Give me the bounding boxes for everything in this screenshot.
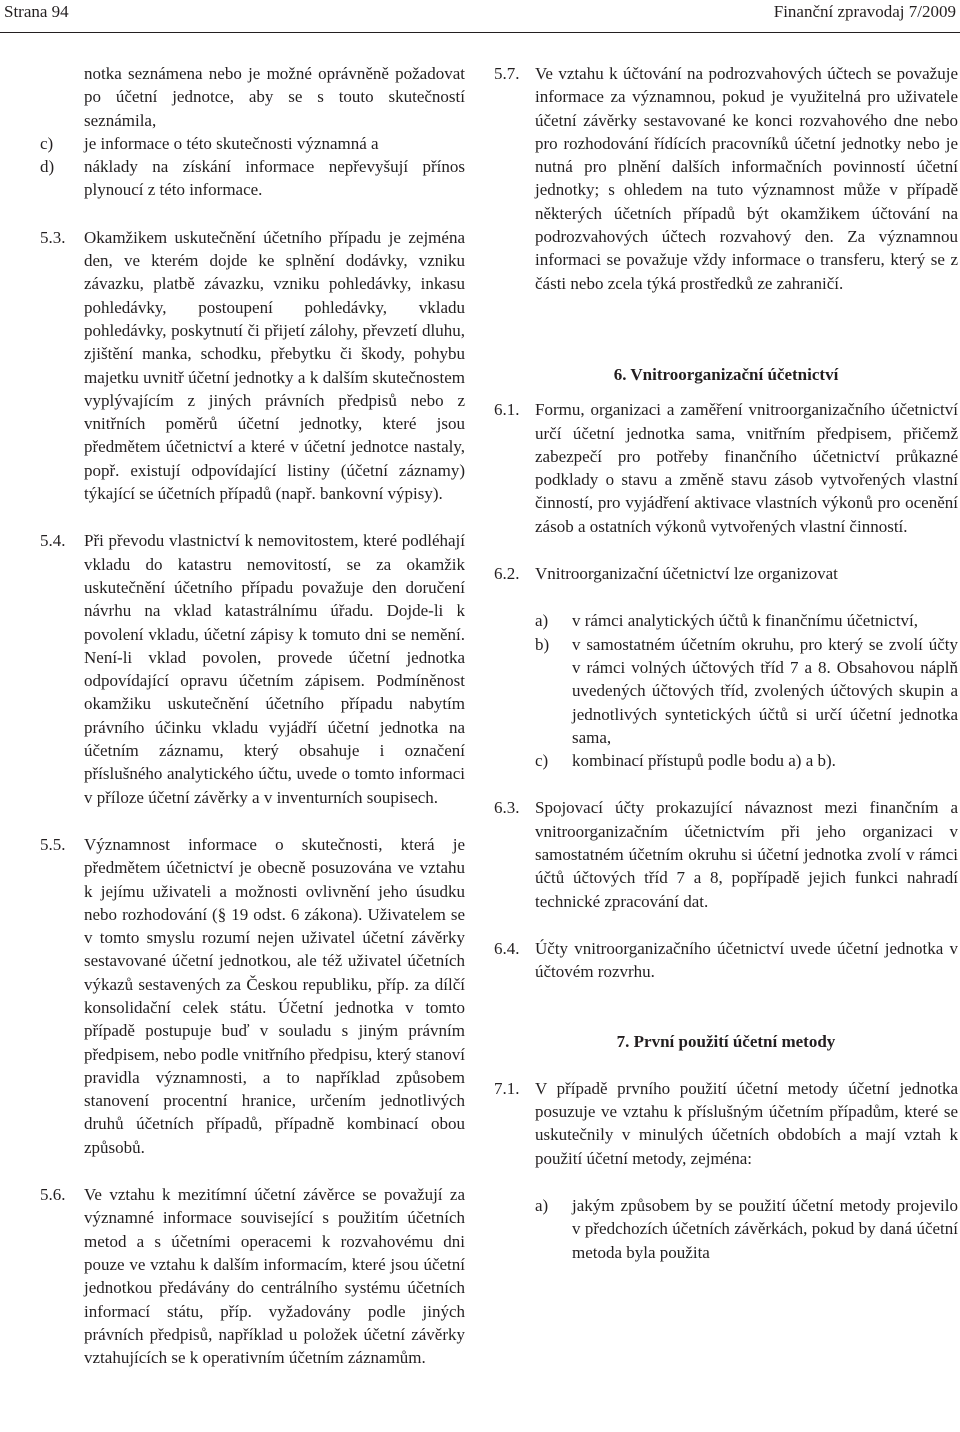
left-column	[40, 62, 465, 1369]
list-item	[535, 609, 958, 632]
list-item	[40, 132, 465, 155]
paragraph-text: Formu, organizaci a zaměření vnitroorganizačního účetnictví určí účetní jednotka sama, vnitřním předpisem, přičemž zabezpečí pro potřeby finančního účetnictví průkazné podklady o stavu a změně stavu zásob vytvořených vlastní činností, pro vyjádření aktivace vlastních výkonů pro ocenění zásob a ostatních výkonů vytvořených vlastní činností.	[535, 400, 958, 536]
paragraph-6-4	[494, 937, 958, 984]
journal-title: Finanční zpravodaj 7/2009	[773, 2, 956, 21]
paragraph-number: 5.6.	[40, 1185, 66, 1205]
paragraph-number: 5.3.	[40, 227, 66, 247]
paragraph-number: 5.7.	[494, 64, 520, 83]
list-item	[535, 749, 958, 772]
paragraph-text: Ve vztahu k mezitímní účetní závěrce se považují za významné informace související s použitím účetních metod a s účetními operacemi k rozvahovému dni pouze ve vztahu k dalším informacím, které jsou účetní jednotkou předávány do centrálního systému účetních informací státu, příp. vyžadovány podle jiných právních předpisů, například u položek účetní závěrky vztahujících se k operativním účetním záznamům.	[84, 1185, 465, 1368]
paragraph-6-2	[494, 562, 958, 772]
list-text: jakým způsobem by se použití účetní metody projevilo v předchozích účetních závěrkách, pokud by daná účetní metoda byla použita	[572, 1195, 958, 1262]
list-label: a)	[535, 1195, 549, 1215]
list-item	[40, 155, 465, 202]
paragraph-6-2-list	[535, 609, 958, 772]
paragraph-5-6	[40, 1183, 465, 1369]
list-label: a)	[535, 611, 549, 631]
intro-list	[40, 132, 465, 202]
right-column	[494, 62, 958, 1264]
paragraph-text: Okamžikem uskutečnění účetního případu je zejména den, ve kterém dojde ke splnění dodávky, vzniku závazku, platbě závazku, vzniku pohledávky, inkasu pohledávky, postoupení pohledávky, vkladu pohledávky, poskytnutí či přijetí zálohy, převzetí dluhu, zjištění manka, schodku, přebytku či škody, pohybu majetku uvnitř účetní jednotky a k dalším skutečnostem vyplývajícím z jiných právních předpisů nebo z vnitřních poměrů účetní jednotky, které jsou předmětem účetnictví a které v účetní jednotce nastaly, popř. existují odpovídající listiny (účetní záznamy) týkající se účetních případů (např. bankovní výpisy).	[84, 227, 465, 504]
paragraph-text: Spojovací účty prokazující návaznost mezi finančním a vnitroorganizačním účetnictvím při jeho organizaci v samostatném účetním okruhu si účetní jednotka zvolí v rámci účtů účtových tříd 7 a 8, popřípadě jejich funkci nahradí technické zpracování dat.	[535, 798, 958, 911]
paragraph-number: 6.2.	[494, 564, 520, 584]
list-label: c)	[535, 751, 549, 771]
list-text: v rámci analytických účtů k finančnímu účetnictví,	[572, 611, 919, 631]
paragraph-number: 6.1.	[494, 400, 520, 420]
list-text: je informace o této skutečnosti významná a	[84, 133, 379, 153]
intro-text: notka seznámena nebo je možné oprávněně požadovat po účetní jednotce, aby se s touto skutečností seznámila,	[84, 64, 465, 130]
paragraph-number: 7.1.	[494, 1078, 520, 1098]
paragraph-text: Vnitroorganizační účetnictví lze organizovat	[535, 564, 838, 584]
paragraph-text: Významnost informace o skutečnosti, která je předmětem účetnictví je obecně posuzována ve vztahu k jejímu uživateli a možnosti ovlivnění jeho úsudku nebo rozhodování (§ 19 odst. 6 zákona). Uživatelem se v tomto smyslu rozumí nejen uživatel účetní závěrky sestavované účetní jednotkou, ale též uživatel účetních výkazů sestavených za Českou republiku, příp. za dílčí konsolidační celek státu. Účetní jednotka v tomto případě postupuje buď v souladu s jiným právním předpisem, nebo podle vnitřního předpisu, který stanoví pravidla významnosti, a to například způsobem stanovení procentní hranice, určením jednotlivých druhů účetních případů, případně kombinací obou způsobů.	[84, 834, 465, 1157]
paragraph-5-4	[40, 529, 465, 809]
paragraph-text: Účty vnitroorganizačního účetnictví uvede účetní jednotka v účtovém rozvrhu.	[535, 938, 958, 982]
list-label: b)	[535, 634, 550, 654]
intro-continuation	[40, 62, 465, 202]
header-rule	[0, 32, 960, 33]
page-header	[0, 0, 960, 40]
section-heading-7: 7. První použití účetní metody	[616, 1031, 836, 1051]
paragraph-number: 5.4.	[40, 531, 66, 551]
paragraph-5-5	[40, 833, 465, 1159]
paragraph-text: Při převodu vlastnictví k nemovitostem, které podléhají vkladu do katastru nemovitostí, se za okamžik uskutečnění účetního případu považuje den doručení návrhu na vklad katastrálnímu úřadu. Dojde-li k povolení vkladu, účetní zápisy k tomuto dni se nemění. Není-li vklad povolen, provede účetní jednotka odpovídající opravu účetním zápisem. Podmíněnost okamžiku uskutečnění účetního případu nabytím právního účinku vkladu vyjádří účetní jednotka na účetním záznamu, který obsahuje i označení příslušného analytického účtu, uvede o tomto informaci v příloze účetní závěrky a v inventurních soupisech.	[84, 531, 465, 807]
list-text: náklady na získání informace nepřevyšují přínos plynoucí z této informace.	[84, 157, 465, 200]
list-item	[535, 633, 958, 749]
list-item	[535, 1194, 958, 1264]
list-text: v samostatném účetním okruhu, pro který se zvolí účty v rámci volných účtových tříd 7 a 8. Obsahovou náplň uvedených účtových tříd, zvolených účtových skupin a jednotlivých syntetických účtů si určí účetní jednotka sama,	[572, 634, 958, 747]
paragraph-5-7	[494, 62, 958, 295]
paragraph-7-1-list	[535, 1194, 958, 1264]
paragraph-5-3	[40, 226, 465, 506]
section-heading-6: 6. Vnitroorganizační účetnictví	[613, 364, 839, 384]
paragraph-text: V případě prvního použití účetní metody účetní jednotka posuzuje ve vztahu k příslušným účetním případům, které se uskutečnily v minulých účetních obdobích a mají vztah k použití účetní metody, zejména:	[535, 1078, 958, 1168]
page-number: Strana 94	[4, 2, 69, 21]
paragraph-text: Ve vztahu k účtování na podrozvahových účtech se považuje informace za významnou, pokud je využitelná pro uživatele účetní závěrky sestavované ke konci rozvahového dne nebo pro rozhodování řídících pracovníků účetní jednotky nebo je nutná pro plnění dalších informačních povinností účetní jednotky; s ohledem na tuto významnost může v případě některých účetních případů být okamžikem účtování na podrozvahových účtech rozvahový den. Za významnou informaci se považuje vždy informace o transferu, který se z části nebo zcela týká prostředků ze zahraničí.	[535, 64, 958, 293]
paragraph-number: 5.5.	[40, 834, 66, 854]
list-text: kombinací přístupů podle bodu a) a b).	[572, 751, 836, 771]
paragraph-number: 6.4.	[494, 938, 520, 958]
paragraph-6-1	[494, 398, 958, 538]
paragraph-number: 6.3.	[494, 798, 520, 818]
paragraph-7-1	[494, 1077, 958, 1264]
list-label: d)	[40, 157, 55, 177]
paragraph-6-3	[494, 796, 958, 912]
list-label: c)	[40, 133, 54, 153]
